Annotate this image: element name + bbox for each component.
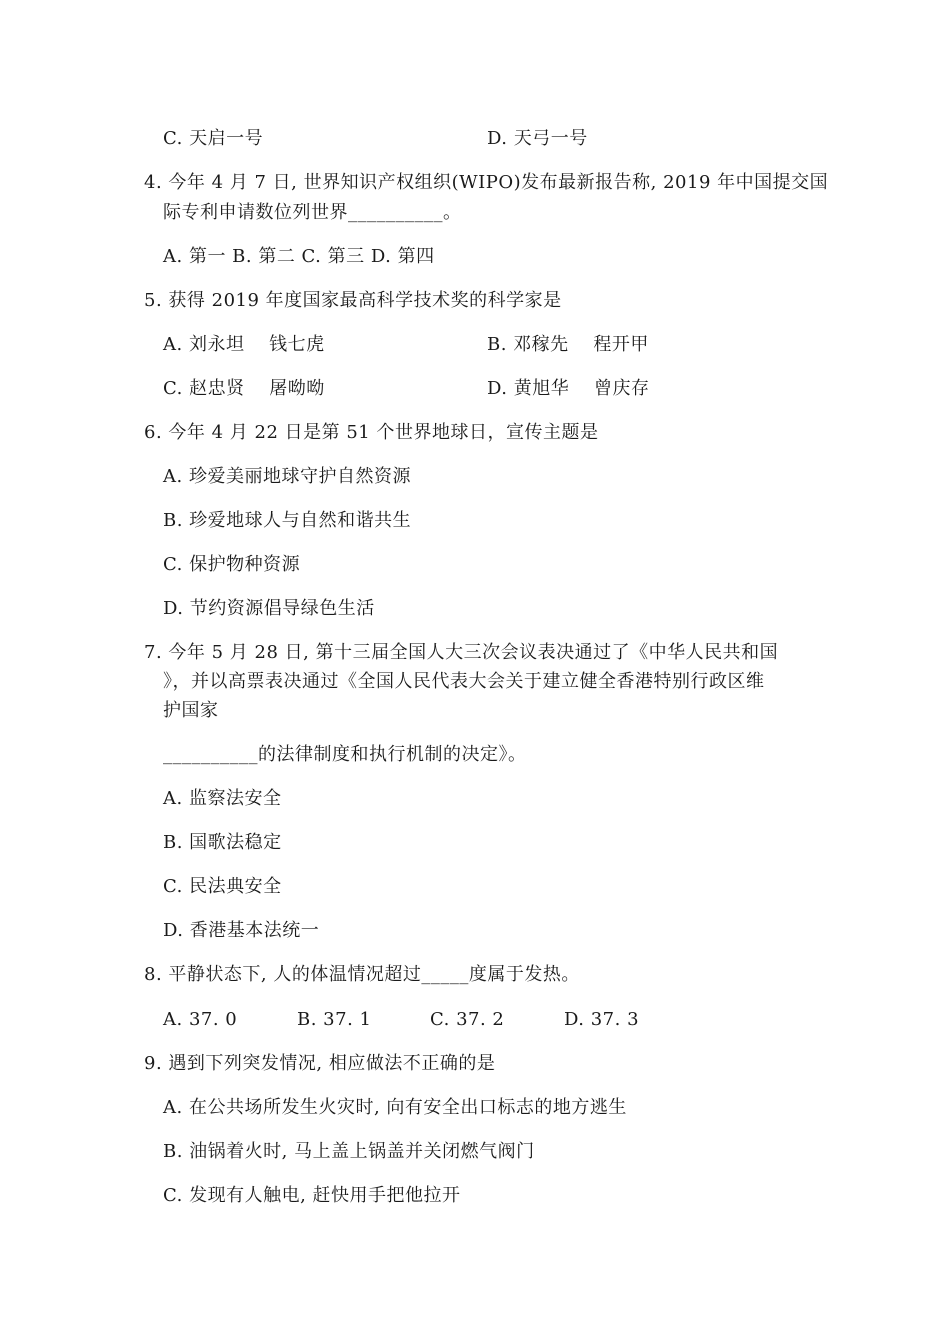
q6-option-c: C. 保护物种资源 [163,554,301,575]
q8-option-a: A. 37. 0 [163,1009,238,1030]
q7-option-c: C. 民法典安全 [163,876,282,897]
q4-stem-line2: 际专利申请数位列世界__________。 [163,202,462,223]
q6-stem: 6. 今年 4 月 22 日是第 51 个世界地球日，宣传主题是 [144,422,599,443]
q5-stem: 5. 获得 2019 年度国家最高科学技术奖的科学家是 [144,290,562,311]
q9-stem: 9. 遇到下列突发情况, 相应做法不正确的是 [144,1053,496,1074]
q5-option-a: A. 刘永坦 钱七虎 [163,334,325,355]
q5-option-c: C. 赵忠贤 屠呦呦 [163,378,325,399]
q5-option-d: D. 黄旭华 曾庆存 [487,378,650,399]
q9-option-a: A. 在公共场所发生火灾时, 向有安全出口标志的地方逃生 [163,1097,627,1118]
q7-stem-line3: 护国家 [163,700,219,721]
q6-option-a: A. 珍爱美丽地球守护自然资源 [163,466,411,487]
q7-stem-line2: 》，并以高票表决通过《全国人民代表大会关于建立健全香港特别行政区维 [163,671,765,692]
q4-options: A. 第一 B. 第二 C. 第三 D. 第四 [163,246,435,267]
q6-option-d: D. 节约资源倡导绿色生活 [163,598,375,619]
q9-option-c: C. 发现有人触电, 赶快用手把他拉开 [163,1185,461,1206]
q9-option-b: B. 油锅着火时, 马上盖上锅盖并关闭燃气阀门 [163,1141,535,1162]
q6-option-b: B. 珍爱地球人与自然和谐共生 [163,510,412,531]
q7-option-a: A. 监察法安全 [163,788,282,809]
q3-option-c: C. 天启一号 [163,128,264,149]
q8-option-c: C. 37. 2 [430,1009,505,1030]
q8-option-b: B. 37. 1 [297,1009,372,1030]
q8-option-d: D. 37. 3 [564,1009,640,1030]
q7-stem-line1: 7. 今年 5 月 28 日, 第十三届全国人大三次会议表决通过了《中华人民共和国 [144,642,779,663]
q3-option-d: D. 天弓一号 [487,128,588,149]
q8-stem: 8. 平静状态下, 人的体温情况超过_____度属于发热。 [144,964,580,985]
q7-option-b: B. 国歌法稳定 [163,832,282,853]
q5-option-b: B. 邓稼先 程开甲 [487,334,649,355]
q7-stem-line4: __________的法律制度和执行机制的决定》。 [163,744,527,765]
q7-option-d: D. 香港基本法统一 [163,920,320,941]
q4-stem-line1: 4. 今年 4 月 7 日, 世界知识产权组织(WIPO)发布最新报告称, 2019 年中国提交国 [144,172,829,193]
